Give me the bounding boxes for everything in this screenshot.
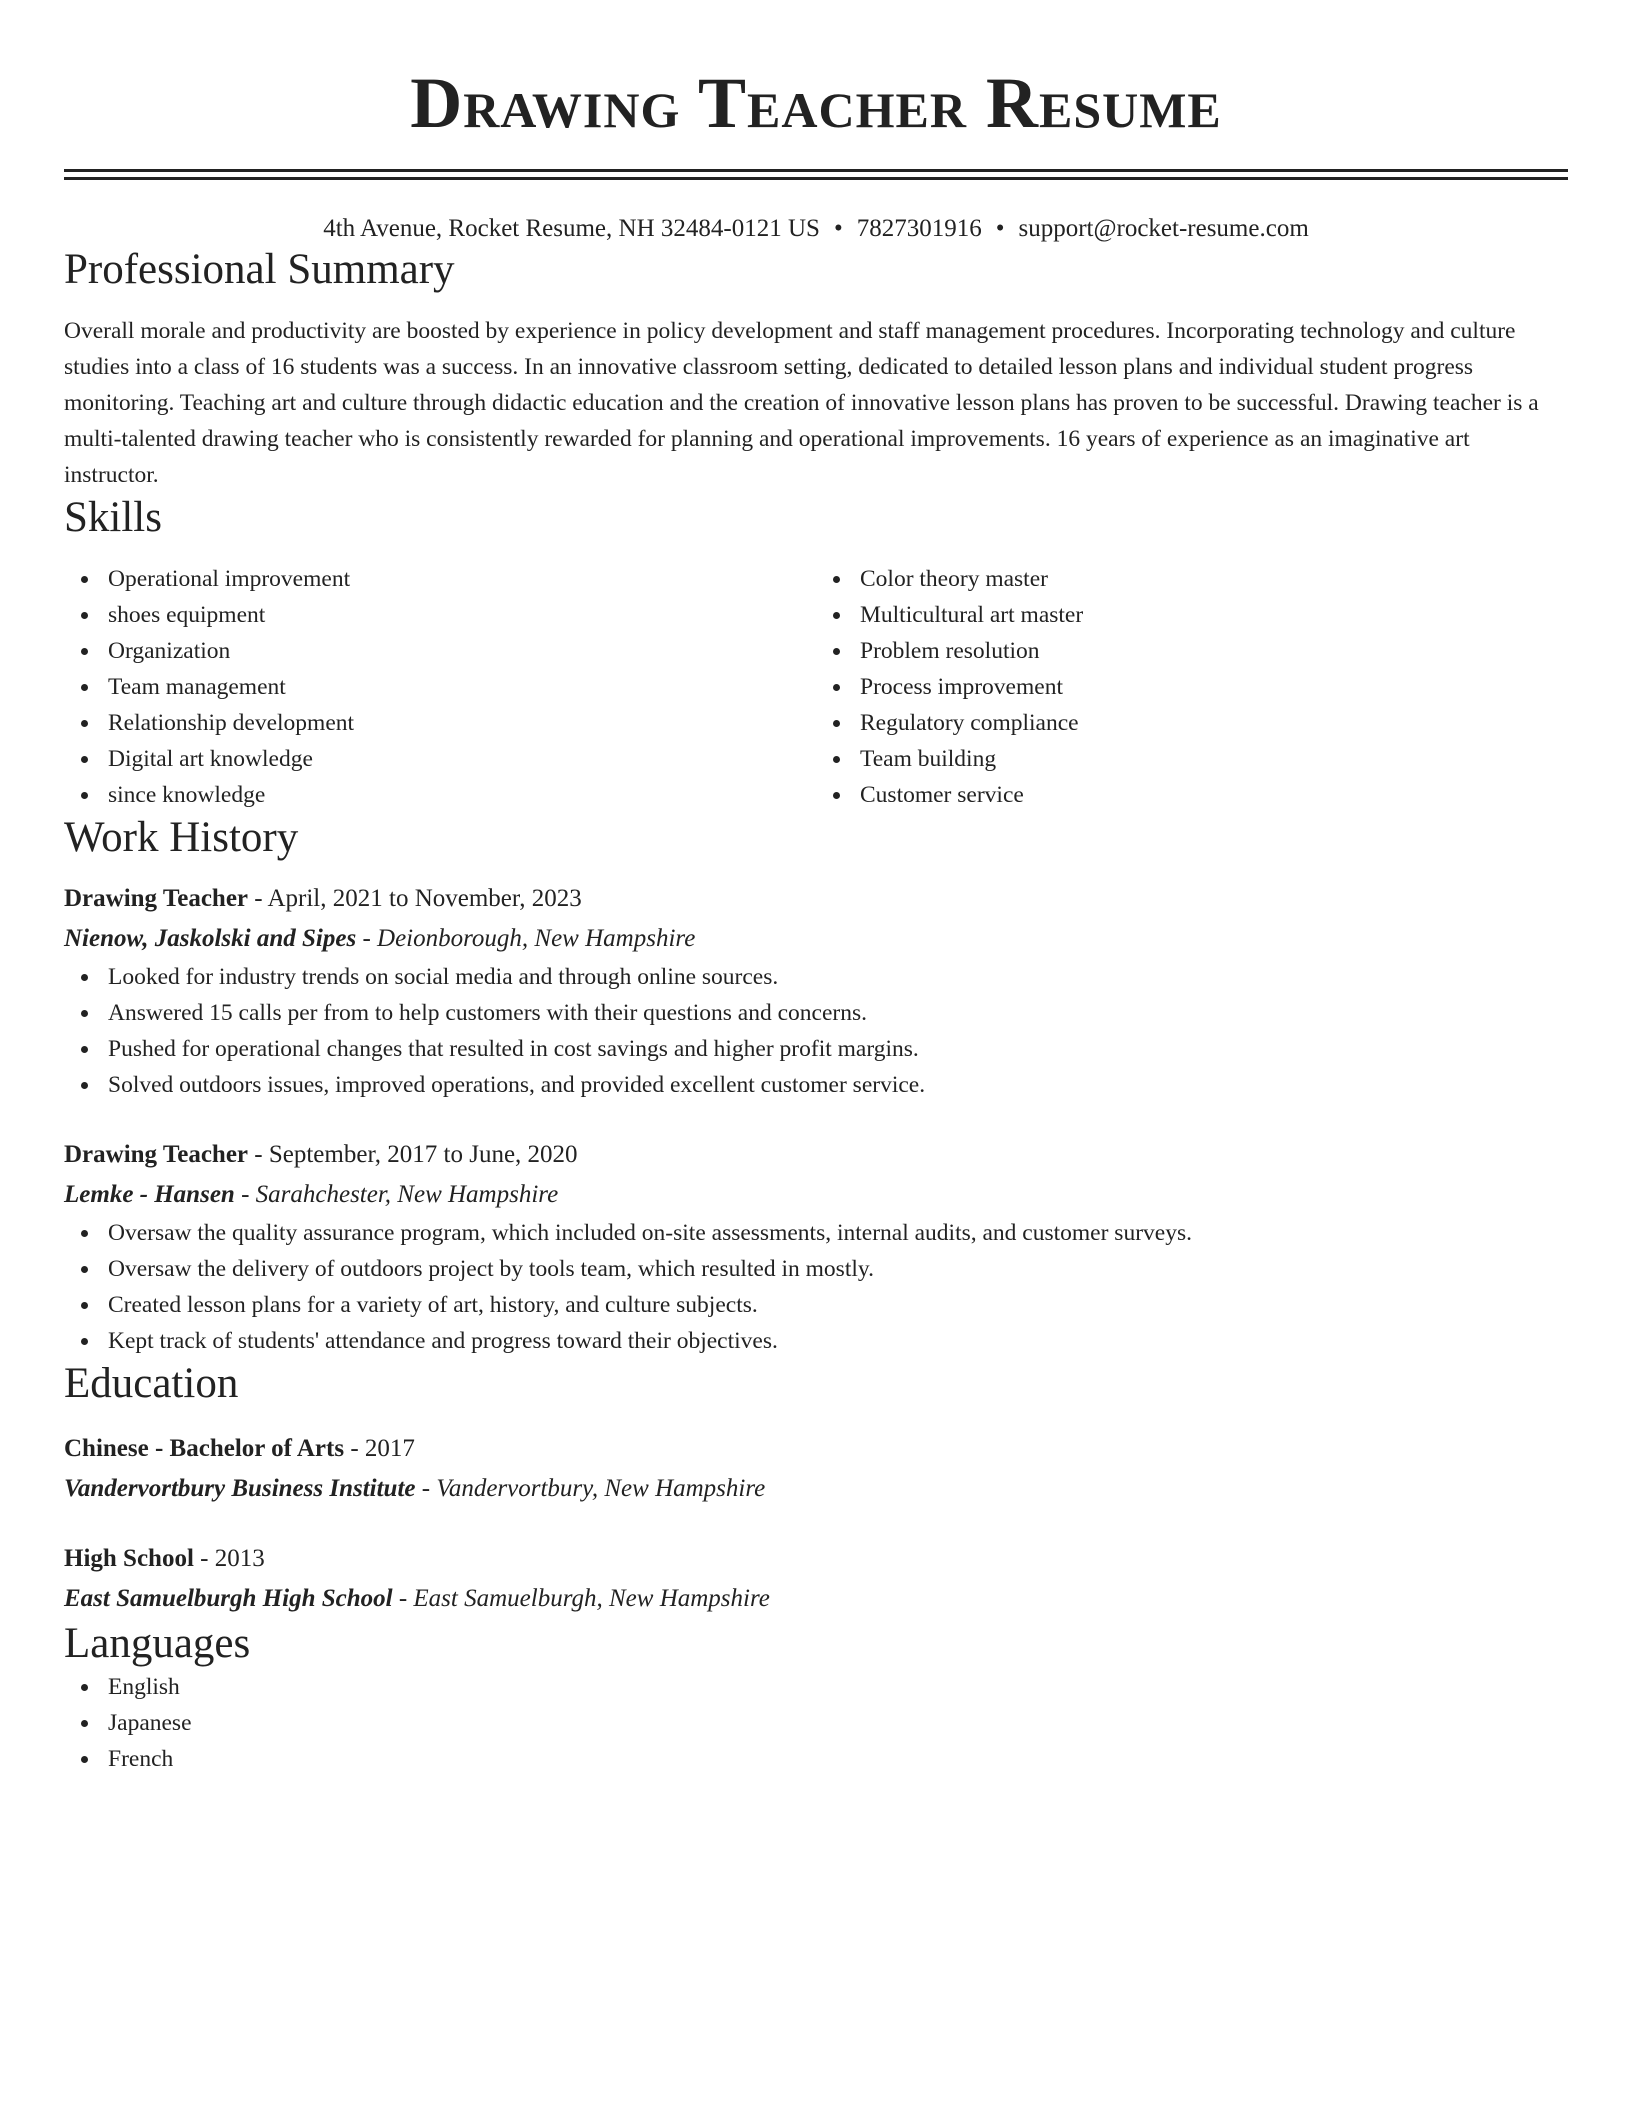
job-duties-list <box>64 1215 1568 1359</box>
skill-item: Digital art knowledge <box>64 741 816 777</box>
job-duty-item: Looked for industry trends on social media and through online sources. <box>64 959 1568 995</box>
education-year: 2013 <box>214 1545 265 1572</box>
title-divider-top <box>64 169 1568 172</box>
job-title: Drawing Teacher <box>64 885 249 912</box>
work-history-heading: Work History <box>64 814 299 861</box>
skill-item: Team building <box>816 741 1568 777</box>
skill-item: Process improvement <box>816 669 1568 705</box>
education-degree-line: Chinese - Bachelor of Arts - 2017 <box>64 1435 415 1462</box>
skill-item: Operational improvement <box>64 561 816 597</box>
job-title: Drawing Teacher <box>64 1141 249 1168</box>
education-degree-line: High School - 2013 <box>64 1545 265 1572</box>
job-company-line: Nienow, Jaskolski and Sipes - Deionborough, New Hampshire <box>64 925 696 952</box>
language-item: French <box>64 1741 1568 1777</box>
contact-line <box>64 213 1568 245</box>
job-title-line: Drawing Teacher - September, 2017 to June, 2020 <box>64 1141 578 1168</box>
contact-email: support@rocket-resume.com <box>1018 215 1309 242</box>
skill-item: Problem resolution <box>816 633 1568 669</box>
skill-item: Regulatory compliance <box>816 705 1568 741</box>
job-duty-item: Kept track of students' attendance and progress toward their objectives. <box>64 1323 1568 1359</box>
skill-item: Relationship development <box>64 705 816 741</box>
education-degree: Chinese - Bachelor of Arts <box>64 1435 345 1462</box>
contact-separator: • <box>833 215 843 242</box>
education-school-line: Vandervortbury Business Institute - Vandervortbury, New Hampshire <box>64 1475 766 1502</box>
contact-separator: • <box>995 215 1005 242</box>
job-location: Sarahchester, New Hampshire <box>255 1181 559 1208</box>
skill-item: Color theory master <box>816 561 1568 597</box>
skills-columns <box>64 561 1568 813</box>
summary-text: Overall morale and productivity are boosted by experience in policy development and staff management procedures. Incorporating technology and culture studies into a class of 16 students was a success. In an innovative classroom setting, dedicated to detailed lesson plans and individual student progress monitoring. Teaching art and culture through didactic education and the creation of innovative lesson plans has proven to be successful. Drawing teacher is a multi-talented drawing teacher who is consistently rewarded for planning and operational improvements. 16 years of experience as an imaginative art instructor. <box>64 318 1539 488</box>
job-company: Lemke - Hansen <box>64 1181 235 1208</box>
education-school-line: East Samuelburgh High School - East Samuelburgh, New Hampshire <box>64 1585 770 1612</box>
language-item: English <box>64 1669 1568 1705</box>
skills-list-left <box>64 561 816 813</box>
education-school: Vandervortbury Business Institute <box>64 1475 416 1502</box>
resume-title: Drawing Teacher Resume <box>410 63 1222 143</box>
title-divider-bottom <box>64 177 1568 180</box>
skill-item: Multicultural art master <box>816 597 1568 633</box>
job-entry <box>64 879 1568 1103</box>
education-year: 2017 <box>364 1435 415 1462</box>
skill-item: Customer service <box>816 777 1568 813</box>
job-company: Nienow, Jaskolski and Sipes <box>64 925 357 952</box>
job-entry <box>64 1135 1568 1359</box>
job-duty-item: Oversaw the quality assurance program, which included on-site assessments, internal audits, and customer surveys. <box>64 1215 1568 1251</box>
skill-item: Team management <box>64 669 816 705</box>
education-entry <box>64 1429 1568 1509</box>
contact-phone: 7827301916 <box>856 215 982 242</box>
education-entry <box>64 1539 1568 1619</box>
education-heading: Education <box>64 1360 239 1407</box>
education-location: Vandervortbury, New Hampshire <box>436 1475 766 1502</box>
job-dates: April, 2021 to November, 2023 <box>267 885 582 912</box>
languages-heading: Languages <box>64 1620 251 1667</box>
job-title-line: Drawing Teacher - April, 2021 to November, 2023 <box>64 885 582 912</box>
job-location: Deionborough, New Hampshire <box>377 925 696 952</box>
education-location: East Samuelburgh, New Hampshire <box>413 1585 770 1612</box>
job-dates: September, 2017 to June, 2020 <box>268 1141 578 1168</box>
skill-item: Organization <box>64 633 816 669</box>
job-company-line: Lemke - Hansen - Sarahchester, New Hampshire <box>64 1181 559 1208</box>
education-school: East Samuelburgh High School <box>64 1585 393 1612</box>
job-duty-item: Solved outdoors issues, improved operations, and provided excellent customer service. <box>64 1067 1568 1103</box>
skill-item: since knowledge <box>64 777 816 813</box>
education-degree: High School <box>64 1545 194 1572</box>
job-duties-list <box>64 959 1568 1103</box>
skill-item: shoes equipment <box>64 597 816 633</box>
job-duty-item: Answered 15 calls per from to help customers with their questions and concerns. <box>64 995 1568 1031</box>
job-duty-item: Pushed for operational changes that resulted in cost savings and higher profit margins. <box>64 1031 1568 1067</box>
job-duty-item: Created lesson plans for a variety of art, history, and culture subjects. <box>64 1287 1568 1323</box>
skills-heading: Skills <box>64 494 162 541</box>
summary-heading: Professional Summary <box>64 246 455 293</box>
language-item: Japanese <box>64 1705 1568 1741</box>
languages-list <box>64 1669 1568 1777</box>
job-duty-item: Oversaw the delivery of outdoors project by tools team, which resulted in mostly. <box>64 1251 1568 1287</box>
contact-address: 4th Avenue, Rocket Resume, NH 32484-0121 US <box>323 215 820 242</box>
skills-list-right <box>816 561 1568 813</box>
